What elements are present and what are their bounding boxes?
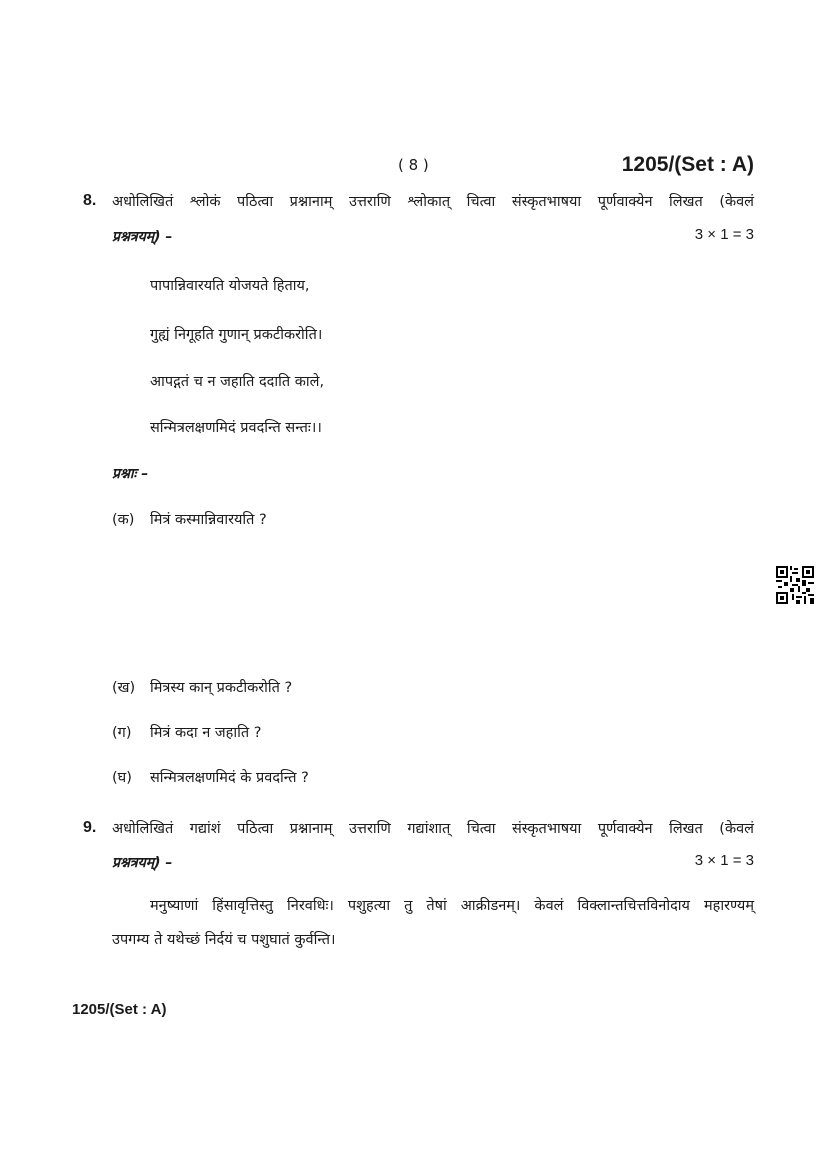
sub-question-label: (ख) [112,680,136,696]
verse-line-3: आपद्गतं च न जहाति ददाति काले, [150,374,325,390]
sub-question-text: मित्रं कदा न जहाति ? [150,725,262,741]
passage-line-1: मनुष्याणां हिंसावृत्तिस्तु निरवधिः। पशुहत्या तु तेषां आक्रीडनम्। केवलं विक्लान्तचित्तविनोदाय महारण्यम् [150,898,754,914]
question-9-marks: 3 × 1 = 3 [694,852,754,869]
questions-label: प्रश्नाः – [112,466,149,482]
qr-code-icon [776,566,814,604]
verse-line-4: सन्मित्रलक्षणमिदं प्रवदन्ति सन्तः।। [150,420,322,436]
question-8-number: 8. [83,192,97,209]
sub-question-label: (ग) [112,725,132,741]
question-8-instruction-cont: प्रश्नत्रयम्) – [112,229,173,245]
verse-line-1: पापान्निवारयति योजयते हिताय, [150,278,310,294]
sub-question-label: (घ) [112,770,132,786]
verse-line-2: गुह्यं निगूहति गुणान् प्रकटीकरोति। [150,327,323,343]
sub-question-text: सन्मित्रलक्षणमिदं के प्रवदन्ति ? [150,770,309,786]
sub-question-text: मित्रं कस्मान्निवारयति ? [150,512,267,528]
passage-line-2: उपगम्य ते यथेच्छं निर्दयं च पशुघातं कुर्वन्ति। [112,932,336,948]
question-8-marks: 3 × 1 = 3 [694,226,754,243]
question-9-instruction-cont: प्रश्नत्रयम्) – [112,855,173,871]
sub-question-text: मित्रस्य कान् प्रकटीकरोति ? [150,680,293,696]
page-number: ( 8 ) [398,156,429,174]
sub-question-label: (क) [112,512,135,528]
question-9-instruction: अधोलिखितं गद्यांशं पठित्वा प्रश्नानाम् उत्तराणि गद्यांशात् चित्वा संस्कृतभाषया पूर्णवाक्येन लिखत (केवलं [112,821,754,837]
question-9-number: 9. [83,819,97,836]
question-8-instruction: अधोलिखितं श्लोकं पठित्वा प्रश्नानाम् उत्तराणि श्लोकात् चित्वा संस्कृतभाषया पूर्णवाक्येन लिखत (केवलं [112,194,754,210]
set-code-header: 1205/(Set : A) [621,153,754,176]
set-code-footer: 1205/(Set : A) [72,1001,167,1018]
